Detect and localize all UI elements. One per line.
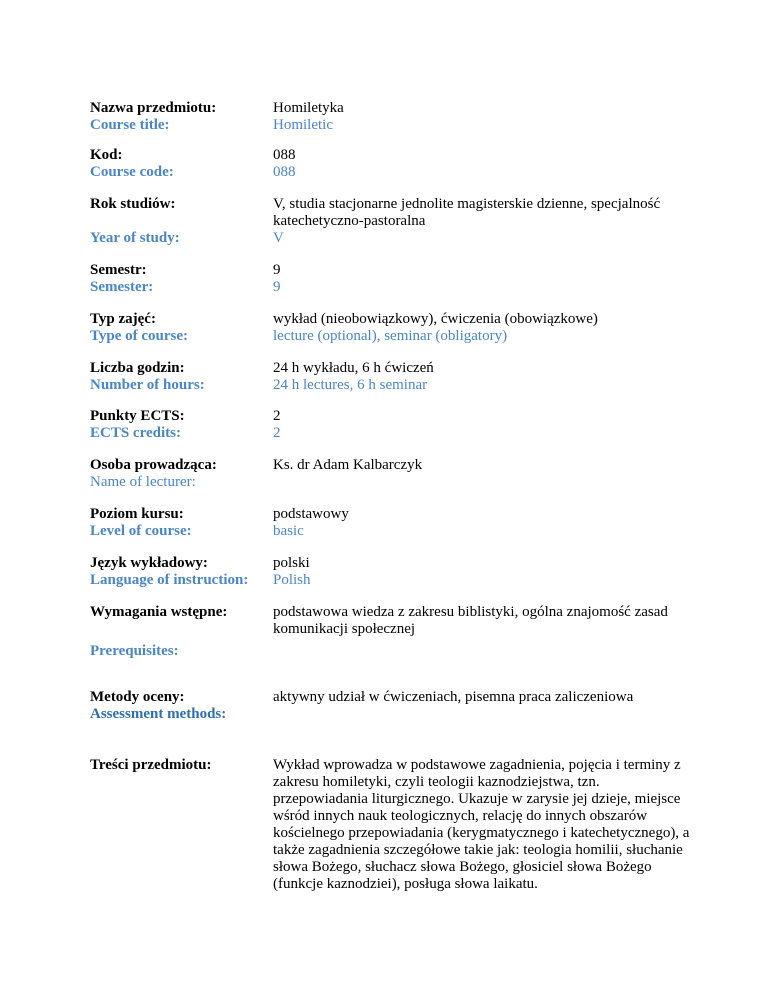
label-en: Level of course: (90, 523, 192, 539)
value-en: 9 (273, 279, 281, 295)
value-cell (273, 262, 693, 296)
value-cell (273, 100, 693, 134)
value-pl: V, studia stacjonarne jednolite magisterskie dzienne, specjalność katechetyczno-pastoralna (273, 196, 661, 229)
value-pl: polski (273, 555, 310, 571)
label-cell (90, 506, 260, 540)
label-en: Prerequisites: (90, 643, 179, 659)
value-cell (273, 360, 693, 394)
label-pl: Treści przedmiotu: (90, 757, 212, 773)
value-pl: 088 (273, 147, 296, 163)
label-cell (90, 408, 260, 442)
value-en: basic (273, 523, 304, 539)
label-en: Assessment methods: (90, 706, 227, 722)
label-en: Course code: (90, 164, 174, 180)
label-en: Year of study: (90, 230, 180, 246)
value-en: 088 (273, 164, 296, 180)
value-pl: Wykład wprowadza w podstawowe zagadnienia, pojęcia i terminy z zakresu homiletyki, czyli teologii kaznodziejstwa, tzn. przepowiadania liturgicznego. Ukazuje w zarysie jej dzieje, miejsce wśród innych nauk teologicznych, relację do innych obszarów kościelnego przepowiadania (kerygmatycznego i katechetycznego), a także zagadnienia szczegółowe takie jak: teologia homilii, słuchanie słowa Bożego, słuchacz słowa Bożego, głosiciel słowa Bożego (funkcje kaznodziei), posługa słowa laikatu. (273, 757, 690, 892)
label-cell (90, 262, 260, 296)
label-en: ECTS credits: (90, 425, 181, 441)
label-pl: Semestr: (90, 262, 147, 278)
value-pl: podstawowa wiedza z zakresu biblistyki, ogólna znajomość zasad komunikacji społecznej (273, 604, 668, 637)
label-cell (90, 604, 260, 660)
label-pl: Metody oceny: (90, 689, 185, 705)
value-pl: 2 (273, 408, 281, 424)
value-en: Homiletic (273, 117, 333, 133)
label-en: Course title: (90, 117, 170, 133)
label-cell (90, 689, 260, 723)
value-cell (273, 196, 693, 247)
label-cell (90, 555, 260, 589)
label-pl: Liczba godzin: (90, 360, 185, 376)
label-en: Name of lecturer: (90, 474, 196, 490)
label-pl: Nazwa przedmiotu: (90, 100, 217, 116)
value-pl: 24 h wykładu, 6 h ćwiczeń (273, 360, 434, 376)
label-pl: Punkty ECTS: (90, 408, 185, 424)
label-pl: Język wykładowy: (90, 555, 208, 571)
label-cell (90, 100, 260, 134)
value-cell (273, 311, 693, 345)
label-pl: Kod: (90, 147, 123, 163)
label-cell (90, 360, 260, 394)
value-cell (273, 604, 693, 638)
value-cell (273, 689, 693, 706)
value-pl: wykład (nieobowiązkowy), ćwiczenia (obowiązkowe) (273, 311, 598, 327)
label-cell (90, 147, 260, 181)
value-cell (273, 506, 693, 540)
label-cell (90, 457, 260, 491)
label-cell (90, 311, 260, 345)
value-en: lecture (optional), seminar (obligatory) (273, 328, 508, 344)
value-en: Polish (273, 572, 311, 588)
label-en: Semester: (90, 279, 154, 295)
value-pl: podstawowy (273, 506, 349, 522)
label-pl: Wymagania wstępne: (90, 604, 228, 620)
value-pl: Ks. dr Adam Kalbarczyk (273, 457, 423, 473)
label-cell (90, 196, 260, 247)
label-pl: Typ zajęć: (90, 311, 156, 327)
label-en: Language of instruction: (90, 572, 249, 588)
label-pl: Rok studiów: (90, 196, 176, 212)
value-en: V (273, 230, 284, 246)
value-cell (273, 457, 693, 474)
value-pl: 9 (273, 262, 281, 278)
value-en: 2 (273, 425, 281, 441)
value-cell (273, 147, 693, 181)
label-pl: Osoba prowadząca: (90, 457, 217, 473)
label-cell (90, 757, 260, 774)
value-cell (273, 555, 693, 589)
value-cell (273, 408, 693, 442)
label-en: Number of hours: (90, 377, 205, 393)
value-pl: aktywny udział w ćwiczeniach, pisemna praca zaliczeniowa (273, 689, 634, 705)
label-en: Type of course: (90, 328, 189, 344)
value-pl: Homiletyka (273, 100, 344, 116)
label-pl: Poziom kursu: (90, 506, 184, 522)
value-cell (273, 757, 693, 893)
value-en: 24 h lectures, 6 h seminar (273, 377, 428, 393)
